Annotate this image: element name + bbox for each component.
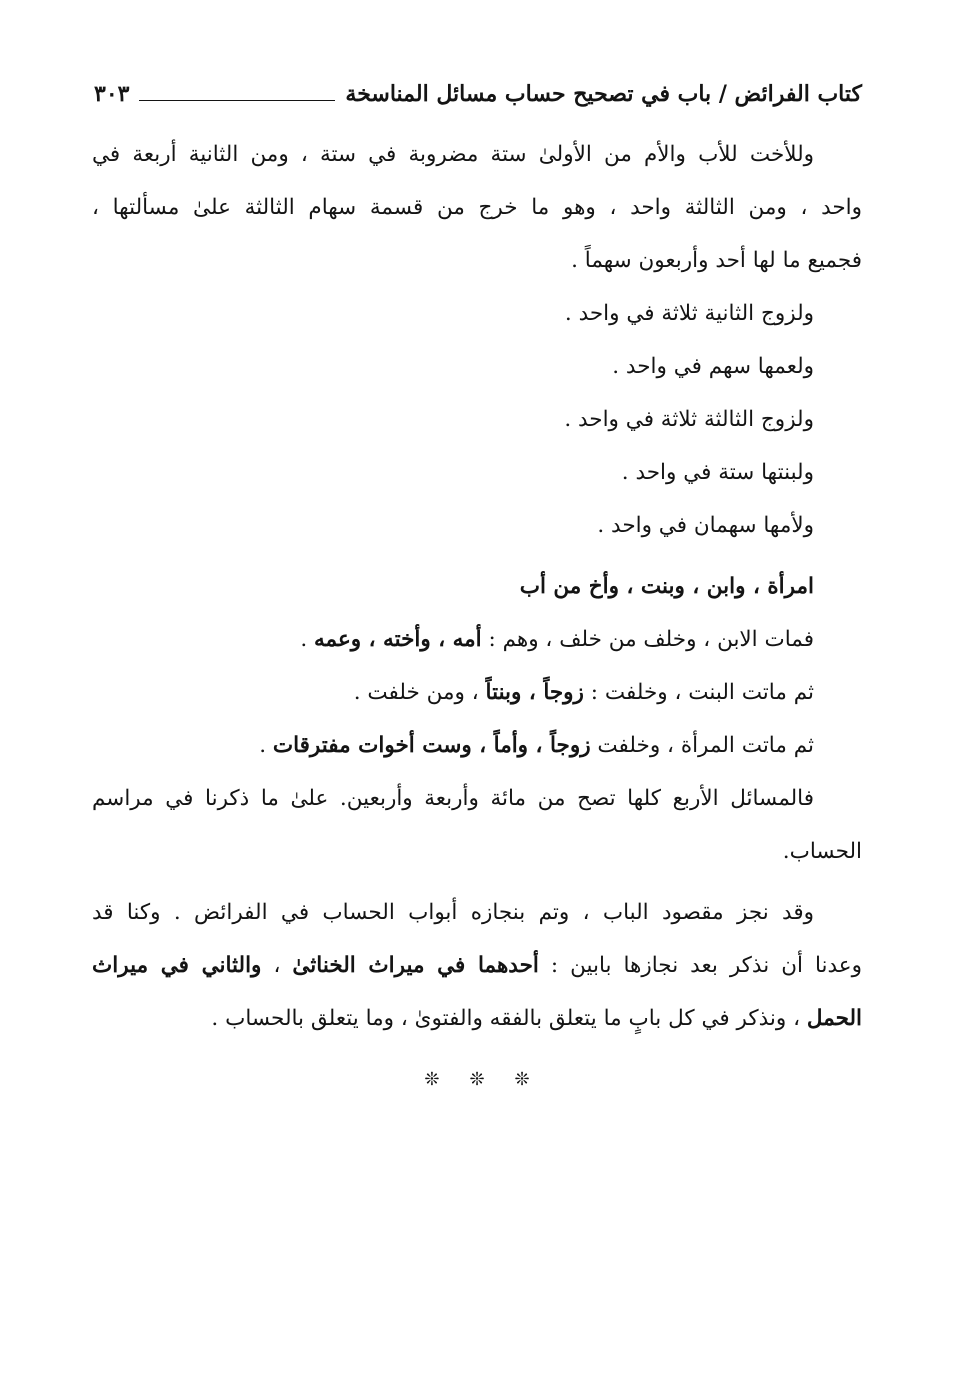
paragraph-gap: [92, 552, 862, 560]
para3-line2-first: أحدهما في ميراث الخناثىٰ: [292, 953, 539, 978]
para3-line2-sep: ،: [261, 953, 293, 978]
asterism-icon: ❊: [514, 1068, 530, 1090]
para3-line3-text: ، ونذكر في كل بابٍ ما يتعلق بالفقه والفتوىٰ ، وما يتعلق بالحساب .: [211, 1006, 807, 1031]
problem-line1: [92, 613, 862, 666]
problem-line2-end: ، ومن خلفت .: [353, 680, 486, 705]
para3-line3-first: الحمل: [806, 1006, 862, 1031]
problem-heading: امرأة ، وابن ، وبنت ، وأخ من أب: [519, 574, 814, 599]
problem-line3-end: .: [259, 733, 273, 758]
paragraph-gap: [92, 878, 862, 886]
body-text: [92, 128, 862, 1109]
asterism-icon: ❊: [469, 1068, 485, 1090]
para1-line3: فجميع ما لها أحد وأربعون سهماً .: [571, 248, 862, 273]
share-line: ولأمها سهمان في واحد .: [597, 513, 814, 538]
problem-line2: [92, 666, 862, 719]
share-line: ولبنتها ستة في واحد .: [621, 460, 814, 485]
share-line: ولزوج الثالثة ثلاثة في واحد .: [564, 407, 814, 432]
problem-line3-heirs: زوجاً ، وأماً ، وست أخوات مفترقات: [272, 733, 591, 758]
para3-line2-second: والثاني في ميراث: [92, 953, 262, 978]
para3-line1: وقد نجز مقصود الباب ، وتم بنجازه أبواب الحساب في الفرائض . وكنا قد: [92, 900, 814, 925]
page-number: ٣٠٣: [94, 81, 130, 107]
para2-line1: فالمسائل الأربع كلها تصح من مائة وأربعة وأربعين. علىٰ ما ذكرنا في مراسم: [92, 786, 814, 811]
para2-line2: الحساب.: [782, 839, 862, 864]
problem-line2-text: ثم ماتت البنت ، وخلفت :: [583, 680, 814, 705]
problem-line3: [92, 719, 862, 772]
header-rule: [139, 100, 335, 101]
problem-line1-heirs: أمه ، وأخته ، وعمه: [313, 627, 482, 652]
share-line: ولعمها سهم في واحد .: [612, 354, 814, 379]
para1-line2: واحد ، ومن الثالثة واحد ، وهو ما خرج من قسمة سهام الثالثة علىٰ مسألتها ،: [92, 195, 862, 220]
header-title: كتاب الفرائض / باب في تصحيح حساب مسائل المناسخة: [345, 81, 862, 107]
para3-line2-text: وعدنا أن نذكر بعد نجازها بابين :: [538, 953, 862, 978]
share-line: ولزوج الثانية ثلاثة في واحد .: [564, 301, 814, 326]
asterism-icon: ❊: [424, 1068, 440, 1090]
problem-line3-text: ثم ماتت المرأة ، وخلفت: [590, 733, 814, 758]
section-divider: [92, 1045, 862, 1109]
problem-line1-text: فمات الابن ، وخلف من خلف ، وهم :: [481, 627, 814, 652]
problem-line1-end: .: [300, 627, 314, 652]
running-header: [94, 72, 862, 116]
para3-line2: [92, 939, 862, 992]
problem-line2-heirs: زوجاً ، وبنتاً: [485, 680, 584, 705]
para3-line3: [92, 992, 862, 1045]
para1-line1: وللأخت للأب والأم من الأولىٰ ستة مضروبة في ستة ، ومن الثانية أربعة في: [92, 142, 814, 167]
